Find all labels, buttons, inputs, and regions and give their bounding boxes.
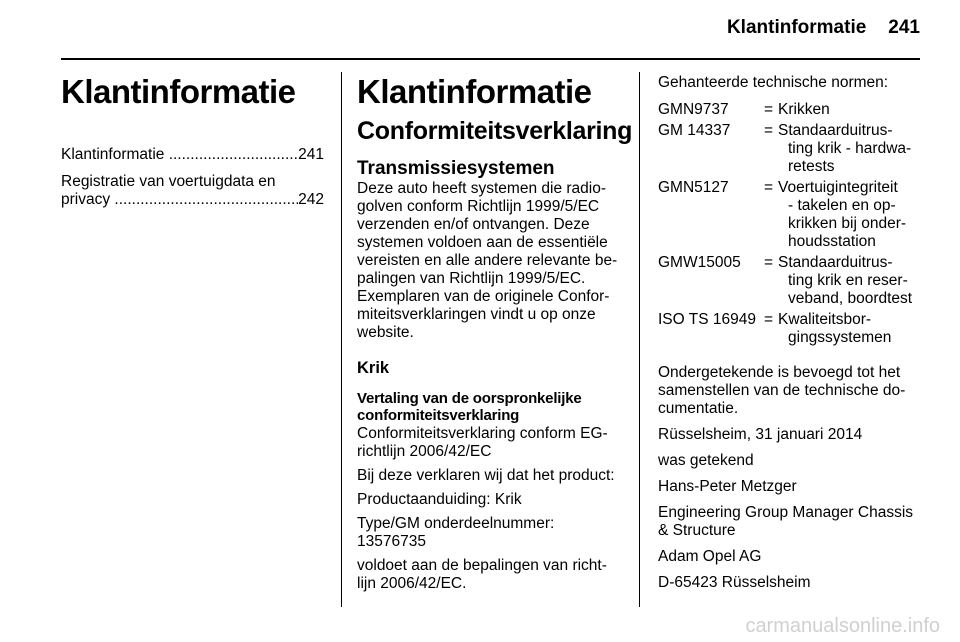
text-line: krikken bij onder- bbox=[788, 215, 907, 232]
norm-code: GMW15005 bbox=[658, 254, 741, 271]
norm-row bbox=[658, 254, 923, 308]
text-line: Type/GM onderdeelnummer: bbox=[357, 515, 555, 532]
norms-table bbox=[658, 101, 923, 347]
text-line: golven conform Richtlijn 1999/5/EC bbox=[357, 198, 600, 215]
company-name: Adam Opel AG bbox=[658, 548, 762, 565]
text-line: lijn 2006/42/EC. bbox=[357, 575, 467, 592]
text-line: Conformiteitsverklaring conform EG- bbox=[357, 425, 608, 442]
norm-description bbox=[778, 311, 923, 347]
page-number: 241 bbox=[888, 17, 920, 38]
toc-entry-page: 242 bbox=[298, 191, 324, 208]
norm-description bbox=[778, 101, 923, 119]
text-line: conformiteitsverklaring bbox=[357, 407, 520, 424]
text-line: Exemplaren van de originele Confor- bbox=[357, 288, 610, 305]
table-of-contents bbox=[61, 146, 324, 209]
text-line: Voertuigintegriteit bbox=[778, 179, 898, 196]
column-divider-2 bbox=[639, 72, 640, 607]
subsection-heading: Conformiteitsverklaring bbox=[357, 117, 633, 145]
norm-equals: = bbox=[764, 101, 774, 118]
text-line: miteitsverklaringen vindt u op onze bbox=[357, 306, 596, 323]
krik-paragraph bbox=[357, 515, 623, 551]
norm-code: ISO TS 16949 bbox=[658, 311, 756, 328]
text-line: cumentatie. bbox=[658, 400, 739, 417]
krik-heading: Krik bbox=[357, 359, 390, 377]
norm-code: GM 14337 bbox=[658, 122, 731, 139]
norm-row bbox=[658, 122, 923, 176]
norm-code: GMN5127 bbox=[658, 179, 729, 196]
text-line: ting krik en reser- bbox=[788, 272, 908, 289]
text-line: 13576735 bbox=[357, 533, 426, 550]
norm-equals: = bbox=[764, 311, 774, 328]
text-line: Krikken bbox=[778, 101, 830, 118]
krik-paragraph: Productaanduiding: Krik bbox=[357, 491, 522, 508]
text-line: houdsstation bbox=[788, 233, 876, 250]
content-column-2 bbox=[658, 72, 923, 592]
text-line: palingen van Richtlijn 1999/5/EC. bbox=[357, 270, 586, 287]
text-line: Ondergetekende is bevoegd tot het bbox=[658, 364, 901, 381]
toc-entry[interactable] bbox=[61, 173, 324, 209]
text-line: website. bbox=[357, 324, 414, 341]
norm-row bbox=[658, 101, 923, 119]
norm-description bbox=[778, 179, 923, 251]
toc-entry-label: Registratie van voertuigdata en bbox=[61, 173, 276, 190]
text-line: samenstellen van de technische do- bbox=[658, 382, 906, 399]
norm-description bbox=[778, 254, 923, 308]
text-line: Kwaliteitsbor- bbox=[778, 311, 872, 328]
text-line: richtlijn 2006/42/EC bbox=[357, 443, 492, 460]
signatory-name: Hans-Peter Metzger bbox=[658, 478, 797, 495]
norms-title: Gehanteerde technische normen: bbox=[658, 74, 889, 91]
text-line: Vertaling van de oorspronkelijke bbox=[357, 390, 582, 407]
toc-entry-page: 241 bbox=[298, 146, 324, 163]
transmission-text bbox=[357, 180, 623, 342]
transmission-heading: Transmissiesystemen bbox=[357, 158, 555, 179]
krik-paragraph bbox=[357, 557, 623, 593]
text-line: ting krik - hardwa- bbox=[788, 140, 912, 157]
signed-note: was getekend bbox=[658, 452, 754, 469]
running-header-title: Klantinformatie bbox=[726, 17, 867, 38]
content-column-1 bbox=[357, 72, 633, 593]
norm-row bbox=[658, 311, 923, 347]
krik-paragraph: Bij deze verklaren wij dat het product: bbox=[357, 467, 615, 484]
text-line: veband, boordtest bbox=[788, 290, 913, 307]
text-line: vereisten en alle andere relevante be- bbox=[357, 252, 618, 269]
watermark: carmanualsonline.info bbox=[745, 615, 940, 637]
header-divider bbox=[61, 58, 920, 60]
column-divider-1 bbox=[341, 72, 342, 607]
text-line: Standaarduitrus- bbox=[778, 254, 893, 271]
text-line: Engineering Group Manager Chassis bbox=[658, 504, 914, 521]
chapter-title: Klantinformatie bbox=[61, 73, 296, 110]
text-line: voldoet aan de bepalingen van richt- bbox=[357, 557, 607, 574]
norm-code: GMN9737 bbox=[658, 101, 729, 118]
krik-subheading bbox=[357, 390, 623, 424]
section-heading: Klantinformatie bbox=[357, 73, 592, 110]
norm-equals: = bbox=[764, 179, 774, 196]
norm-description bbox=[778, 122, 923, 176]
text-line: Deze auto heeft systemen die radio- bbox=[357, 180, 606, 197]
text-line: & Structure bbox=[658, 522, 736, 539]
norm-equals: = bbox=[764, 254, 774, 271]
running-header bbox=[727, 17, 920, 39]
text-line: Standaarduitrus- bbox=[778, 122, 893, 139]
toc-entry[interactable] bbox=[61, 146, 324, 164]
text-line: systemen voldoen aan de essentiële bbox=[357, 234, 608, 251]
statement-paragraph bbox=[658, 364, 923, 418]
company-address: D-65423 Rüsselsheim bbox=[658, 574, 811, 591]
place-date: Rüsselsheim, 31 januari 2014 bbox=[658, 426, 863, 443]
text-line: gingssystemen bbox=[788, 329, 892, 346]
text-line: retests bbox=[788, 158, 835, 175]
norm-equals: = bbox=[764, 122, 774, 139]
toc-entry-label-cont: privacy ..... bbox=[61, 191, 298, 209]
norm-row bbox=[658, 179, 923, 251]
signatory-role bbox=[658, 504, 923, 540]
text-line: verzenden en/of ontvangen. Deze bbox=[357, 216, 590, 233]
krik-paragraph bbox=[357, 425, 623, 461]
text-line: - takelen en op- bbox=[788, 197, 896, 214]
toc-entry-label: Klantinformatie ..... bbox=[61, 146, 298, 164]
toc-column bbox=[61, 72, 324, 218]
